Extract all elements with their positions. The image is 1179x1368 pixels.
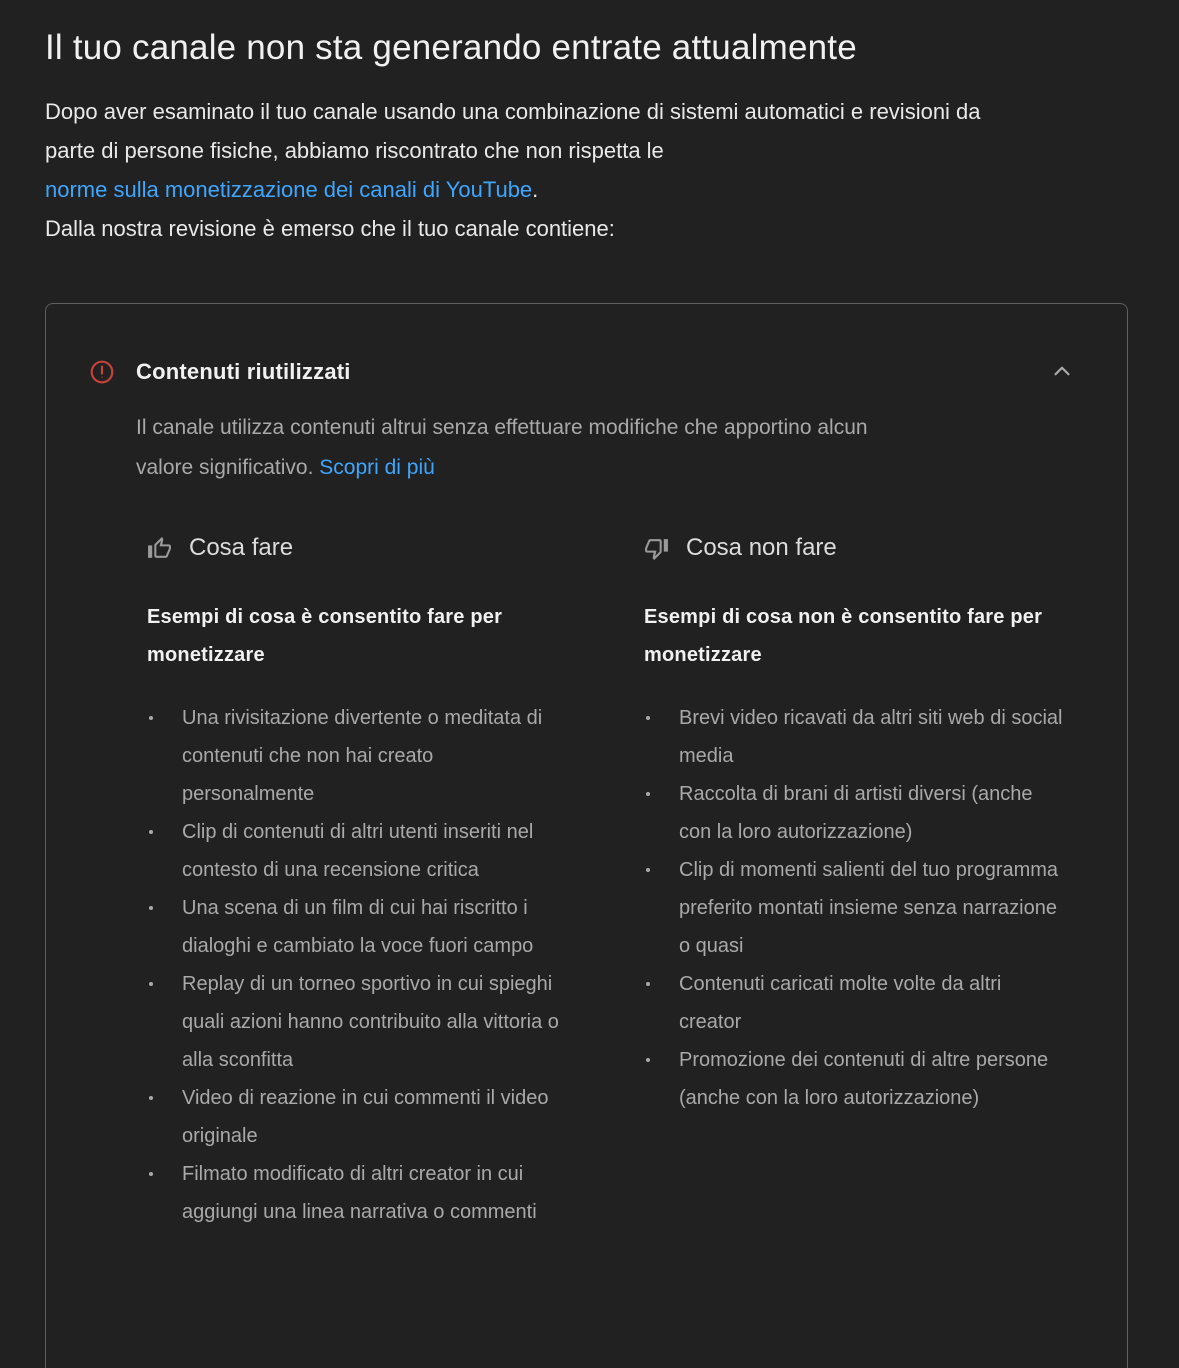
card-description [136, 408, 1080, 488]
bullet-icon [147, 889, 182, 965]
dont-examples-list [644, 699, 1066, 1117]
intro-text [45, 92, 1134, 248]
bullet-icon [644, 775, 679, 851]
chevron-up-icon [1049, 358, 1075, 387]
list-item: Una rivisitazione divertente o meditata di contenuti che non hai creato personalmente [147, 699, 567, 813]
link-suffix: . [532, 177, 539, 202]
dont-column-subheader: Esempi di cosa non è consentito fare per monetizzare [644, 606, 1043, 666]
list-item: Brevi video ricavati da altri siti web di social media [644, 699, 1066, 775]
card-title: Contenuti riutilizzati [136, 359, 351, 384]
guidelines-columns [147, 534, 1080, 1231]
monetization-policies-link[interactable]: norme sulla monetizzazione dei canali di YouTube [45, 177, 533, 202]
list-item: Clip di contenuti di altri utenti inseriti nel contesto di una recensione critica [147, 813, 567, 889]
list-item: Clip di momenti salienti del tuo programma preferito montati insieme senza narrazione o quasi [644, 851, 1066, 965]
bullet-icon [147, 699, 182, 813]
reused-content-card [45, 303, 1128, 1368]
thumb-down-icon [644, 536, 669, 561]
bullet-icon [644, 965, 679, 1041]
do-column-title: Cosa fare [189, 534, 294, 561]
intro-line: parte di persone fisiche, abbiamo riscontrato che non rispetta le [45, 138, 664, 163]
description-line: Il canale utilizza contenuti altrui senza effettuare modifiche che apportino alcun [136, 416, 868, 439]
list-item: Una scena di un film di cui hai riscritto i dialoghi e cambiato la voce fuori campo [147, 889, 567, 965]
thumb-up-icon [147, 536, 172, 561]
bullet-icon [644, 1041, 679, 1117]
do-column-subheader: Esempi di cosa è consentito fare per monetizzare [147, 606, 503, 666]
list-item: Contenuti caricati molte volte da altri creator [644, 965, 1066, 1041]
learn-more-link[interactable]: Scopri di più [319, 456, 435, 479]
do-examples-list [147, 699, 567, 1231]
bullet-icon [147, 1155, 182, 1231]
list-item: Replay di un torneo sportivo in cui spieghi quali azioni hanno contribuito alla vittoria o alla sconfitta [147, 965, 567, 1079]
bullet-icon [644, 851, 679, 965]
intro-line: Dopo aver esaminato il tuo canale usando una combinazione di sistemi automatici e revisioni da [45, 99, 981, 124]
dont-column-title: Cosa non fare [686, 534, 837, 561]
bullet-icon [147, 1079, 182, 1155]
list-item: Video di reazione in cui commenti il video originale [147, 1079, 567, 1155]
dont-column [644, 534, 1066, 1231]
do-column-header [147, 534, 567, 562]
description-line: valore significativo. [136, 456, 314, 479]
dont-column-header [644, 534, 1066, 562]
bullet-icon [147, 813, 182, 889]
intro-closing: Dalla nostra revisione è emerso che il tuo canale contiene: [45, 216, 615, 241]
list-item: Raccolta di brani di artisti diversi (anche con la loro autorizzazione) [644, 775, 1066, 851]
bullet-icon [644, 699, 679, 775]
page-title: Il tuo canale non sta generando entrate attualmente [45, 28, 857, 67]
alert-circle-icon [89, 359, 115, 385]
list-item: Promozione dei contenuti di altre persone (anche con la loro autorizzazione) [644, 1041, 1066, 1117]
list-item: Filmato modificato di altri creator in cui aggiungi una linea narrativa o commenti [147, 1155, 567, 1231]
bullet-icon [147, 965, 182, 1079]
intro-line [45, 170, 1134, 209]
do-column [147, 534, 567, 1231]
collapse-button[interactable] [1044, 354, 1080, 390]
card-header [89, 354, 1080, 390]
